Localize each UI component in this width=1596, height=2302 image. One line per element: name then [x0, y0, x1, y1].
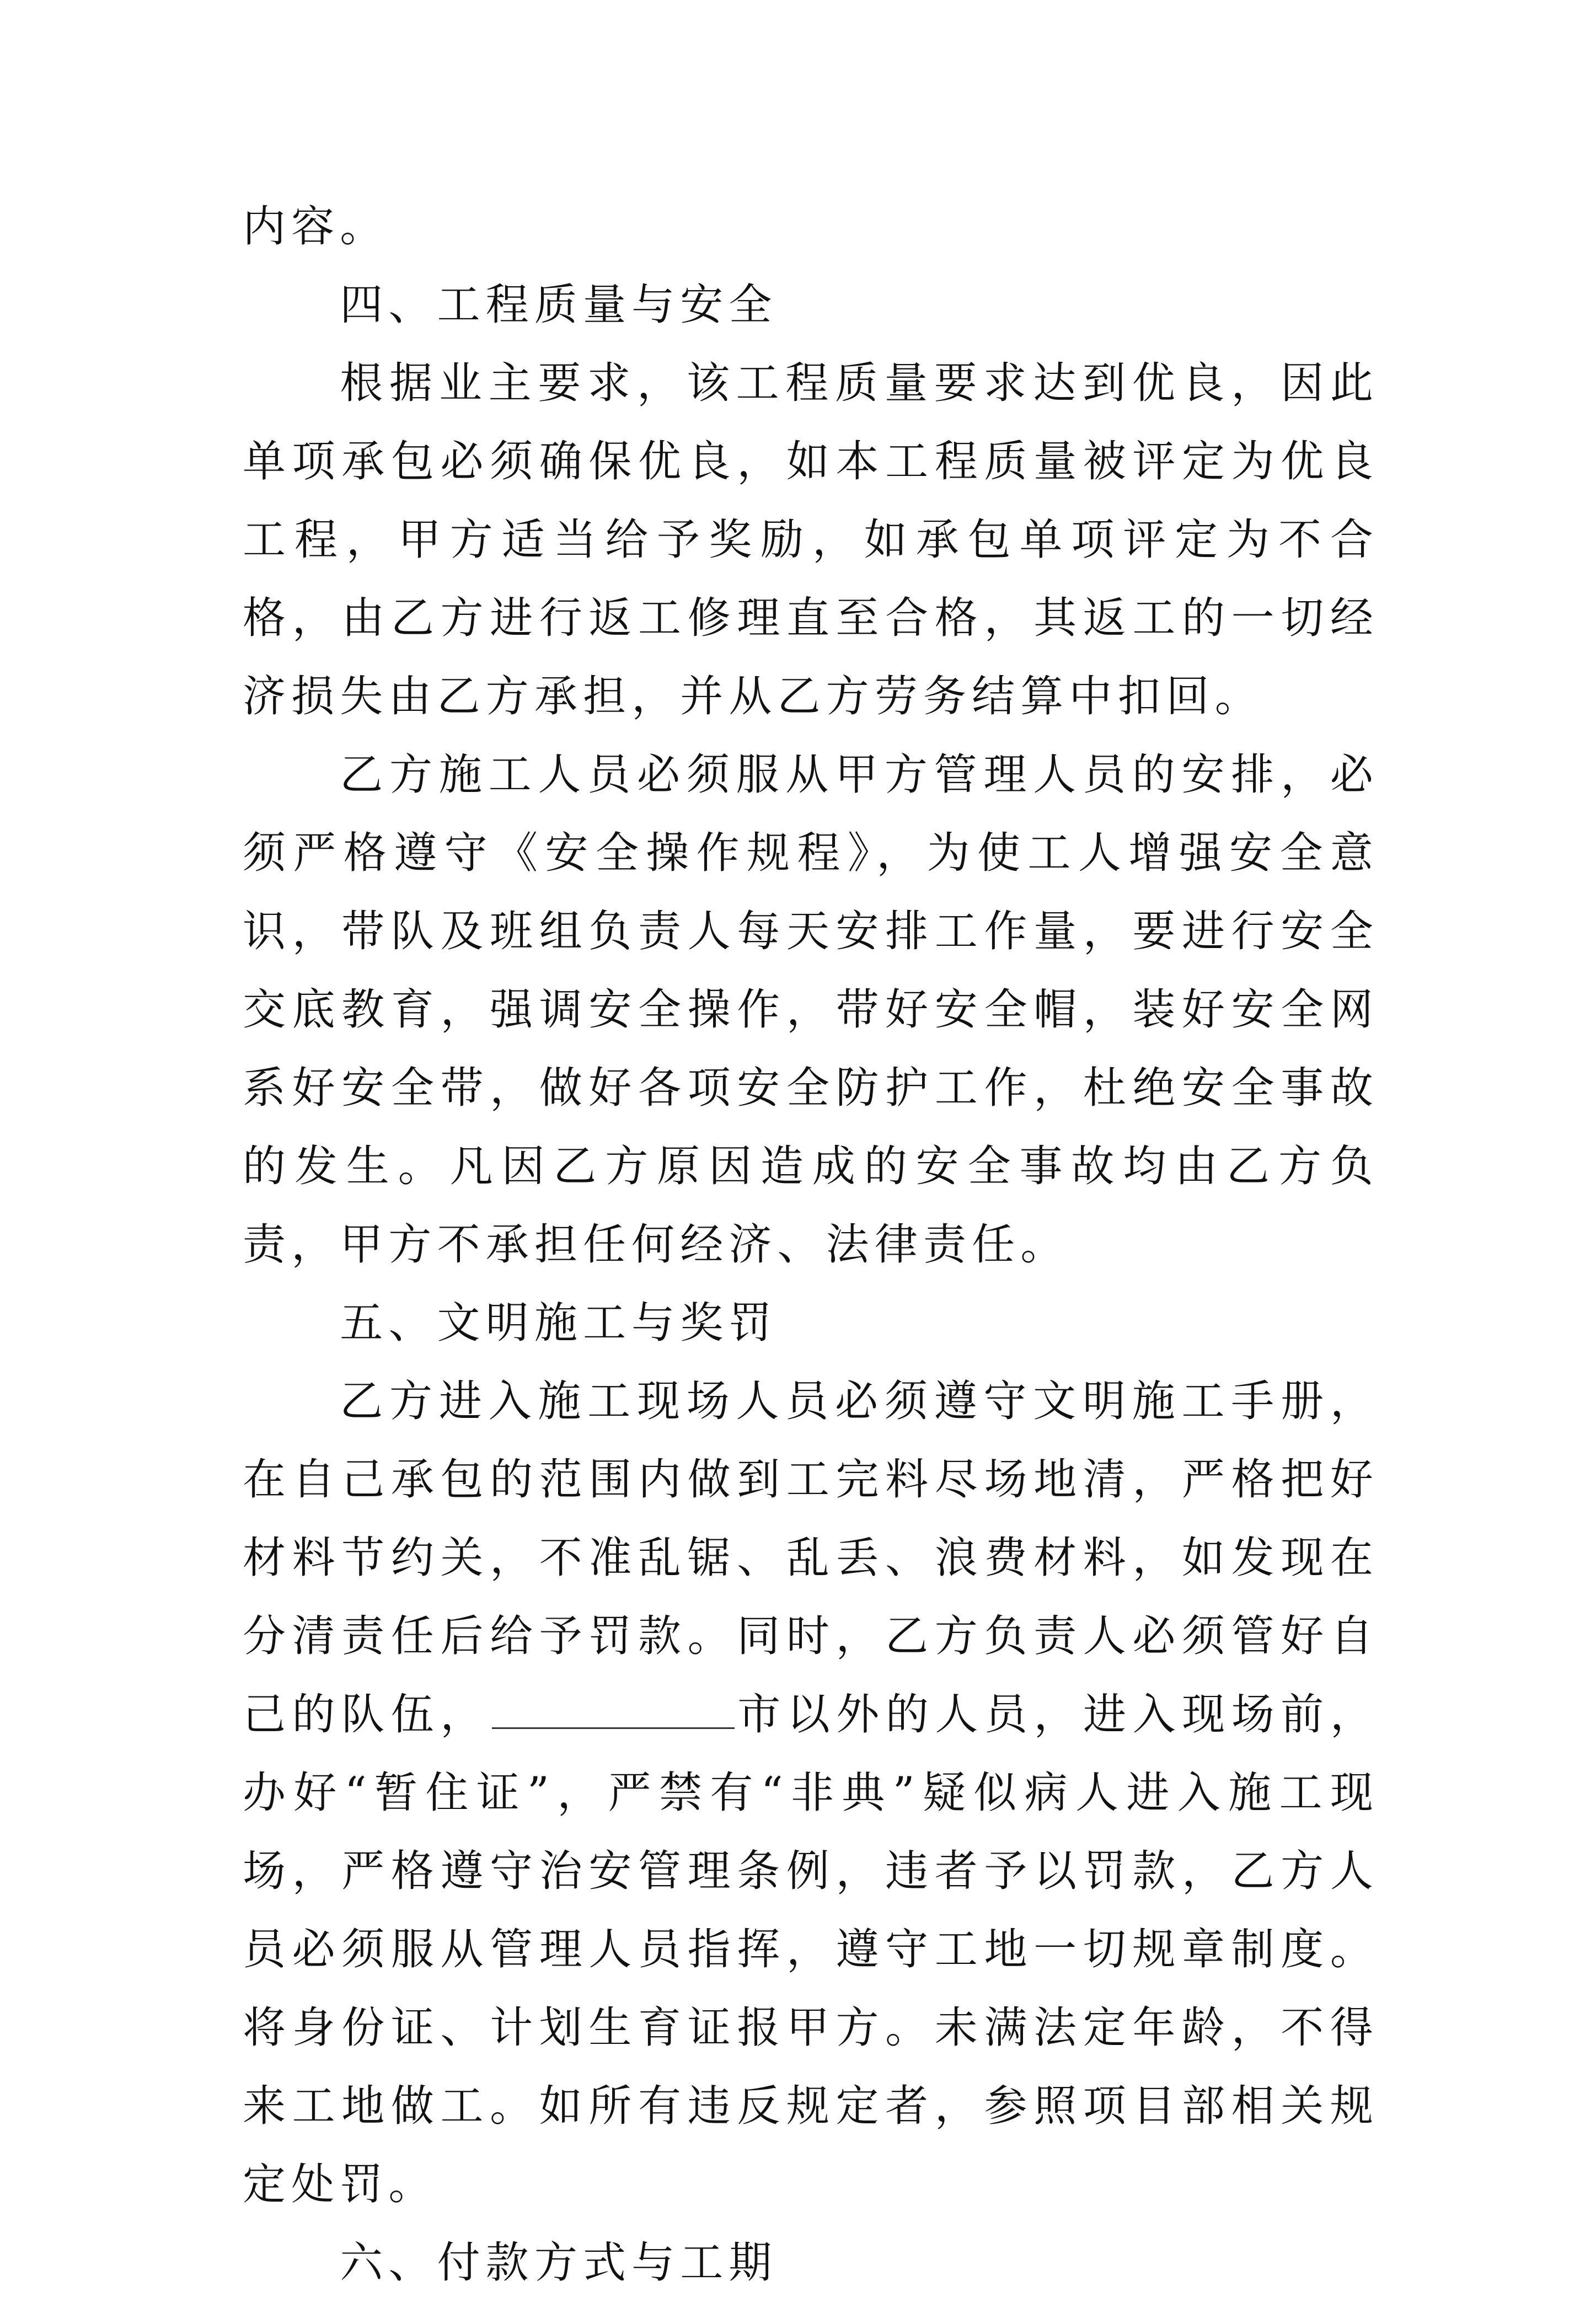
fill-in-blank — [492, 1694, 735, 1729]
paragraph-civilized-construction — [243, 1362, 1379, 2224]
section-heading-payment-schedule: 六、付款方式与工期 — [340, 2238, 778, 2288]
paragraph-safety: 乙方施工人员必须服从甲方管理人员的安排，必须严格遵守《安全操作规程》，为使工人增强安全意识，带队及班组负责人每天安排工作量，要进行安全交底教育，强调安全操作，带好安全帽，装好安全网系好安全带，做好各项安全防护工作，杜绝安全事故的发生。凡因乙方原因造成的安全事故均由乙方负责，甲方不承担任何经济、法律责任。 — [243, 750, 1379, 1270]
section-heading-quality-safety: 四、工程质量与安全 — [340, 280, 778, 330]
section-heading-civilized-construction: 五、文明施工与奖罚 — [340, 1298, 778, 1348]
document-body — [243, 188, 1379, 2302]
continuation-text: 内容。 — [243, 202, 389, 251]
paragraph-text-before-blank: 乙方进入施工现场人员必须遵守文明施工手册，在自己承包的范围内做到工完料尽场地清，严格把好材料节约关，不准乱锯、乱丢、浪费材料，如发现在分清责任后给予罚款。同时，乙方负责人必须管好自己的队伍， — [243, 1377, 1379, 1739]
paragraph-text-after-blank: 市以外的人员，进入现场前，办好“暂住证”，严禁有“非典”疑似病人进入施工现场，严格遵守治安管理条例，违者予以罚款，乙方人员必须服从管理人员指挥，遵守工地一切规章制度。将身份证、计划生育证报甲方。未满法定年龄，不得来工地做工。如所有违反规定者，参照项目部相关规定处罚。 — [243, 1690, 1379, 2209]
paragraph-quality: 根据业主要求，该工程质量要求达到优良，因此单项承包必须确保优良，如本工程质量被评定为优良工程，甲方适当给予奖励，如承包单项评定为不合格，由乙方进行返工修理直至合格，其返工的一切经济损失由乙方承担，并从乙方劳务结算中扣回。 — [243, 358, 1379, 721]
